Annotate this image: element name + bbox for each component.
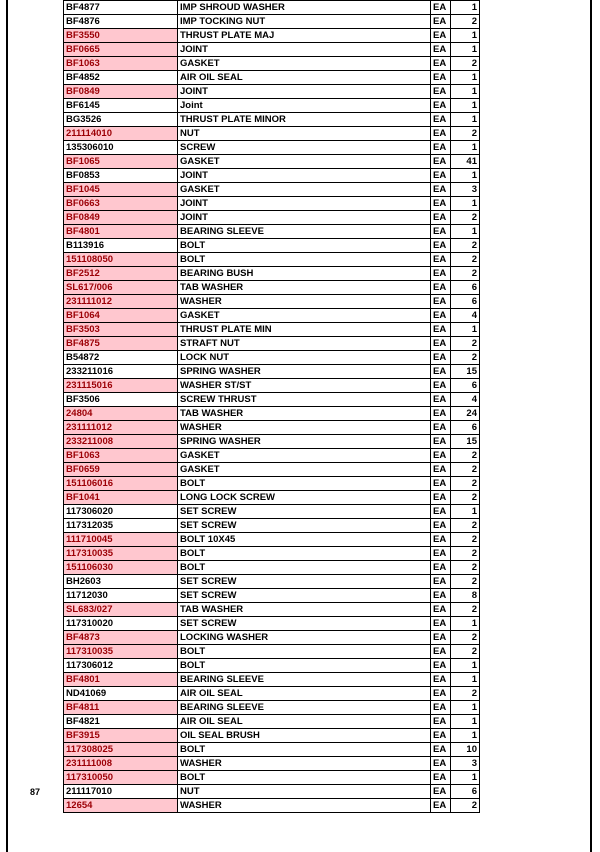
part-number-cell: 151106016 [64, 477, 178, 491]
quantity-cell: 2 [451, 463, 480, 477]
description-cell: GASKET [178, 309, 431, 323]
table-row [64, 449, 480, 463]
table-row [64, 533, 480, 547]
part-number-cell: 117306020 [64, 505, 178, 519]
quantity-cell: 2 [451, 477, 480, 491]
description-cell: WASHER [178, 421, 431, 435]
quantity-cell: 2 [451, 57, 480, 71]
unit-cell: EA [431, 211, 451, 225]
quantity-cell: 15 [451, 435, 480, 449]
quantity-cell: 1 [451, 43, 480, 57]
part-number-cell: 117310035 [64, 645, 178, 659]
description-cell: THRUST PLATE MIN [178, 323, 431, 337]
description-cell: THRUST PLATE MAJ [178, 29, 431, 43]
description-cell: SCREW [178, 141, 431, 155]
part-number-cell: BF1064 [64, 309, 178, 323]
table-row [64, 617, 480, 631]
quantity-cell: 2 [451, 253, 480, 267]
unit-cell: EA [431, 393, 451, 407]
table-row [64, 365, 480, 379]
unit-cell: EA [431, 71, 451, 85]
part-number-cell: BF3503 [64, 323, 178, 337]
table-row [64, 687, 480, 701]
table-row [64, 463, 480, 477]
unit-cell: EA [431, 617, 451, 631]
description-cell: NUT [178, 785, 431, 799]
unit-cell: EA [431, 295, 451, 309]
part-number-cell: 231111012 [64, 421, 178, 435]
description-cell: BOLT 10X45 [178, 533, 431, 547]
description-cell: SCREW THRUST [178, 393, 431, 407]
part-number-cell: B54872 [64, 351, 178, 365]
part-number-cell: 231111012 [64, 295, 178, 309]
unit-cell: EA [431, 687, 451, 701]
description-cell: SET SCREW [178, 575, 431, 589]
description-cell: WASHER ST/ST [178, 379, 431, 393]
quantity-cell: 1 [451, 29, 480, 43]
description-cell: OIL SEAL BRUSH [178, 729, 431, 743]
quantity-cell: 4 [451, 309, 480, 323]
part-number-cell: 11712030 [64, 589, 178, 603]
part-number-cell: BF4875 [64, 337, 178, 351]
part-number-cell: BF0849 [64, 85, 178, 99]
unit-cell: EA [431, 43, 451, 57]
table-row [64, 547, 480, 561]
quantity-cell: 2 [451, 645, 480, 659]
part-number-cell: 117310050 [64, 771, 178, 785]
unit-cell: EA [431, 547, 451, 561]
part-number-cell: 233211016 [64, 365, 178, 379]
quantity-cell: 2 [451, 575, 480, 589]
part-number-cell: BH2603 [64, 575, 178, 589]
part-number-cell: BF0853 [64, 169, 178, 183]
table-row [64, 127, 480, 141]
part-number-cell: 151108050 [64, 253, 178, 267]
unit-cell: EA [431, 505, 451, 519]
unit-cell: EA [431, 197, 451, 211]
unit-cell: EA [431, 155, 451, 169]
table-row [64, 225, 480, 239]
quantity-cell: 2 [451, 547, 480, 561]
unit-cell: EA [431, 533, 451, 547]
quantity-cell: 6 [451, 379, 480, 393]
unit-cell: EA [431, 15, 451, 29]
unit-cell: EA [431, 729, 451, 743]
quantity-cell: 1 [451, 197, 480, 211]
unit-cell: EA [431, 57, 451, 71]
quantity-cell: 2 [451, 127, 480, 141]
table-row [64, 183, 480, 197]
unit-cell: EA [431, 379, 451, 393]
quantity-cell: 2 [451, 449, 480, 463]
description-cell: BEARING SLEEVE [178, 701, 431, 715]
description-cell: GASKET [178, 449, 431, 463]
part-number-cell: 211117010 [64, 785, 178, 799]
description-cell: GASKET [178, 463, 431, 477]
unit-cell: EA [431, 477, 451, 491]
unit-cell: EA [431, 351, 451, 365]
table-row [64, 477, 480, 491]
quantity-cell: 1 [451, 71, 480, 85]
part-number-cell: 117310035 [64, 547, 178, 561]
part-number-cell: BF3506 [64, 393, 178, 407]
quantity-cell: 1 [451, 701, 480, 715]
description-cell: BEARING BUSH [178, 267, 431, 281]
table-row [64, 29, 480, 43]
part-number-cell: 117312035 [64, 519, 178, 533]
description-cell: TAB WASHER [178, 281, 431, 295]
table-row [64, 729, 480, 743]
quantity-cell: 1 [451, 505, 480, 519]
description-cell: GASKET [178, 57, 431, 71]
part-number-cell: BF1041 [64, 491, 178, 505]
quantity-cell: 2 [451, 491, 480, 505]
table-row [64, 701, 480, 715]
quantity-cell: 1 [451, 169, 480, 183]
description-cell: GASKET [178, 183, 431, 197]
unit-cell: EA [431, 239, 451, 253]
unit-cell: EA [431, 491, 451, 505]
part-number-cell: 117310020 [64, 617, 178, 631]
table-row [64, 785, 480, 799]
part-number-cell: BF4821 [64, 715, 178, 729]
description-cell: WASHER [178, 799, 431, 813]
unit-cell: EA [431, 701, 451, 715]
part-number-cell: BF1065 [64, 155, 178, 169]
unit-cell: EA [431, 309, 451, 323]
part-number-cell: BF0659 [64, 463, 178, 477]
table-row [64, 771, 480, 785]
description-cell: LOCKING WASHER [178, 631, 431, 645]
description-cell: BOLT [178, 645, 431, 659]
table-row [64, 673, 480, 687]
description-cell: JOINT [178, 85, 431, 99]
description-cell: LOCK NUT [178, 351, 431, 365]
table-row [64, 1, 480, 15]
quantity-cell: 2 [451, 533, 480, 547]
unit-cell: EA [431, 589, 451, 603]
table-row [64, 379, 480, 393]
quantity-cell: 2 [451, 561, 480, 575]
quantity-cell: 2 [451, 631, 480, 645]
quantity-cell: 1 [451, 715, 480, 729]
part-number-cell: BF0849 [64, 211, 178, 225]
description-cell: SET SCREW [178, 519, 431, 533]
table-row [64, 435, 480, 449]
quantity-cell: 1 [451, 1, 480, 15]
table-row [64, 155, 480, 169]
description-cell: Joint [178, 99, 431, 113]
quantity-cell: 1 [451, 323, 480, 337]
part-number-cell: 24804 [64, 407, 178, 421]
description-cell: BEARING SLEEVE [178, 225, 431, 239]
unit-cell: EA [431, 631, 451, 645]
table-row [64, 799, 480, 813]
part-number-cell: BF0663 [64, 197, 178, 211]
quantity-cell: 1 [451, 113, 480, 127]
part-number-cell: BF3550 [64, 29, 178, 43]
unit-cell: EA [431, 575, 451, 589]
table-row [64, 743, 480, 757]
description-cell: AIR OIL SEAL [178, 71, 431, 85]
quantity-cell: 2 [451, 603, 480, 617]
description-cell: WASHER [178, 295, 431, 309]
unit-cell: EA [431, 561, 451, 575]
table-row [64, 323, 480, 337]
part-number-cell: BF4873 [64, 631, 178, 645]
table-row [64, 393, 480, 407]
quantity-cell: 2 [451, 239, 480, 253]
unit-cell: EA [431, 449, 451, 463]
description-cell: BOLT [178, 771, 431, 785]
description-cell: BOLT [178, 561, 431, 575]
part-number-cell: SL683/027 [64, 603, 178, 617]
part-number-cell: BF4876 [64, 15, 178, 29]
table-row [64, 169, 480, 183]
table-row [64, 99, 480, 113]
table-row [64, 659, 480, 673]
part-number-cell: 211114010 [64, 127, 178, 141]
part-number-cell: BG3526 [64, 113, 178, 127]
table-row [64, 253, 480, 267]
part-number-cell: 151106030 [64, 561, 178, 575]
part-number-cell: BF1063 [64, 449, 178, 463]
part-number-cell: BF1045 [64, 183, 178, 197]
part-number-cell: 117308025 [64, 743, 178, 757]
table-row [64, 85, 480, 99]
table-row [64, 267, 480, 281]
table-row [64, 351, 480, 365]
table-row [64, 141, 480, 155]
description-cell: AIR OIL SEAL [178, 715, 431, 729]
unit-cell: EA [431, 659, 451, 673]
parts-table-body [64, 1, 480, 813]
part-number-cell: BF0665 [64, 43, 178, 57]
part-number-cell: BF3915 [64, 729, 178, 743]
quantity-cell: 1 [451, 659, 480, 673]
quantity-cell: 4 [451, 393, 480, 407]
quantity-cell: 24 [451, 407, 480, 421]
table-row [64, 71, 480, 85]
unit-cell: EA [431, 715, 451, 729]
unit-cell: EA [431, 113, 451, 127]
unit-cell: EA [431, 29, 451, 43]
unit-cell: EA [431, 281, 451, 295]
table-row [64, 57, 480, 71]
table-row [64, 715, 480, 729]
quantity-cell: 1 [451, 141, 480, 155]
description-cell: SET SCREW [178, 505, 431, 519]
table-row [64, 337, 480, 351]
part-number-cell: 12654 [64, 799, 178, 813]
table-row [64, 113, 480, 127]
part-number-cell: 231111008 [64, 757, 178, 771]
description-cell: IMP TOCKING NUT [178, 15, 431, 29]
description-cell: SET SCREW [178, 617, 431, 631]
unit-cell: EA [431, 757, 451, 771]
table-row [64, 407, 480, 421]
quantity-cell: 10 [451, 743, 480, 757]
unit-cell: EA [431, 407, 451, 421]
unit-cell: EA [431, 127, 451, 141]
unit-cell: EA [431, 603, 451, 617]
quantity-cell: 1 [451, 729, 480, 743]
quantity-cell: 6 [451, 785, 480, 799]
unit-cell: EA [431, 267, 451, 281]
quantity-cell: 1 [451, 771, 480, 785]
description-cell: SET SCREW [178, 589, 431, 603]
table-row [64, 295, 480, 309]
quantity-cell: 6 [451, 421, 480, 435]
quantity-cell: 2 [451, 211, 480, 225]
quantity-cell: 2 [451, 337, 480, 351]
page-border-right [590, 0, 592, 852]
table-row [64, 589, 480, 603]
part-number-cell: ND41069 [64, 687, 178, 701]
description-cell: TAB WASHER [178, 603, 431, 617]
table-row [64, 757, 480, 771]
part-number-cell: SL617/006 [64, 281, 178, 295]
description-cell: LONG LOCK SCREW [178, 491, 431, 505]
part-number-cell: 233211008 [64, 435, 178, 449]
part-number-cell: 111710045 [64, 533, 178, 547]
parts-table [63, 0, 480, 813]
quantity-cell: 2 [451, 687, 480, 701]
quantity-cell: 15 [451, 365, 480, 379]
unit-cell: EA [431, 253, 451, 267]
description-cell: NUT [178, 127, 431, 141]
quantity-cell: 1 [451, 85, 480, 99]
part-number-cell: BF4852 [64, 71, 178, 85]
part-number-cell: BF4801 [64, 225, 178, 239]
description-cell: BOLT [178, 547, 431, 561]
table-row [64, 281, 480, 295]
description-cell: SPRING WASHER [178, 435, 431, 449]
description-cell: BOLT [178, 253, 431, 267]
quantity-cell: 2 [451, 15, 480, 29]
table-row [64, 645, 480, 659]
table-row [64, 43, 480, 57]
quantity-cell: 6 [451, 295, 480, 309]
unit-cell: EA [431, 435, 451, 449]
description-cell: BOLT [178, 659, 431, 673]
quantity-cell: 1 [451, 673, 480, 687]
description-cell: JOINT [178, 197, 431, 211]
unit-cell: EA [431, 365, 451, 379]
quantity-cell: 1 [451, 225, 480, 239]
table-row [64, 603, 480, 617]
unit-cell: EA [431, 421, 451, 435]
table-row [64, 505, 480, 519]
unit-cell: EA [431, 743, 451, 757]
page-number: 87 [30, 787, 41, 797]
description-cell: BOLT [178, 743, 431, 757]
part-number-cell: 135306010 [64, 141, 178, 155]
unit-cell: EA [431, 771, 451, 785]
page-border-left [6, 0, 8, 852]
description-cell: GASKET [178, 155, 431, 169]
table-row [64, 421, 480, 435]
unit-cell: EA [431, 645, 451, 659]
part-number-cell: 117306012 [64, 659, 178, 673]
part-number-cell: BF4811 [64, 701, 178, 715]
unit-cell: EA [431, 183, 451, 197]
quantity-cell: 1 [451, 617, 480, 631]
part-number-cell: BF1063 [64, 57, 178, 71]
table-row [64, 561, 480, 575]
unit-cell: EA [431, 519, 451, 533]
unit-cell: EA [431, 225, 451, 239]
quantity-cell: 2 [451, 799, 480, 813]
description-cell: AIR OIL SEAL [178, 687, 431, 701]
description-cell: TAB WASHER [178, 407, 431, 421]
quantity-cell: 2 [451, 519, 480, 533]
part-number-cell: BF4877 [64, 1, 178, 15]
description-cell: STRAFT NUT [178, 337, 431, 351]
table-row [64, 575, 480, 589]
unit-cell: EA [431, 141, 451, 155]
description-cell: SPRING WASHER [178, 365, 431, 379]
part-number-cell: BF4801 [64, 673, 178, 687]
quantity-cell: 3 [451, 757, 480, 771]
unit-cell: EA [431, 337, 451, 351]
quantity-cell: 8 [451, 589, 480, 603]
quantity-cell: 41 [451, 155, 480, 169]
unit-cell: EA [431, 673, 451, 687]
unit-cell: EA [431, 799, 451, 813]
table-row [64, 491, 480, 505]
part-number-cell: 231115016 [64, 379, 178, 393]
quantity-cell: 1 [451, 99, 480, 113]
table-row [64, 15, 480, 29]
table-row [64, 197, 480, 211]
quantity-cell: 2 [451, 267, 480, 281]
description-cell: IMP SHROUD WASHER [178, 1, 431, 15]
unit-cell: EA [431, 463, 451, 477]
description-cell: JOINT [178, 211, 431, 225]
quantity-cell: 2 [451, 351, 480, 365]
table-row [64, 211, 480, 225]
table-row [64, 309, 480, 323]
unit-cell: EA [431, 1, 451, 15]
description-cell: THRUST PLATE MINOR [178, 113, 431, 127]
table-row [64, 631, 480, 645]
description-cell: JOINT [178, 43, 431, 57]
unit-cell: EA [431, 169, 451, 183]
unit-cell: EA [431, 99, 451, 113]
description-cell: BOLT [178, 239, 431, 253]
unit-cell: EA [431, 323, 451, 337]
part-number-cell: B113916 [64, 239, 178, 253]
quantity-cell: 3 [451, 183, 480, 197]
quantity-cell: 6 [451, 281, 480, 295]
part-number-cell: BF2512 [64, 267, 178, 281]
description-cell: BOLT [178, 477, 431, 491]
unit-cell: EA [431, 785, 451, 799]
description-cell: WASHER [178, 757, 431, 771]
part-number-cell: BF6145 [64, 99, 178, 113]
table-row [64, 239, 480, 253]
unit-cell: EA [431, 85, 451, 99]
description-cell: BEARING SLEEVE [178, 673, 431, 687]
description-cell: JOINT [178, 169, 431, 183]
table-row [64, 519, 480, 533]
